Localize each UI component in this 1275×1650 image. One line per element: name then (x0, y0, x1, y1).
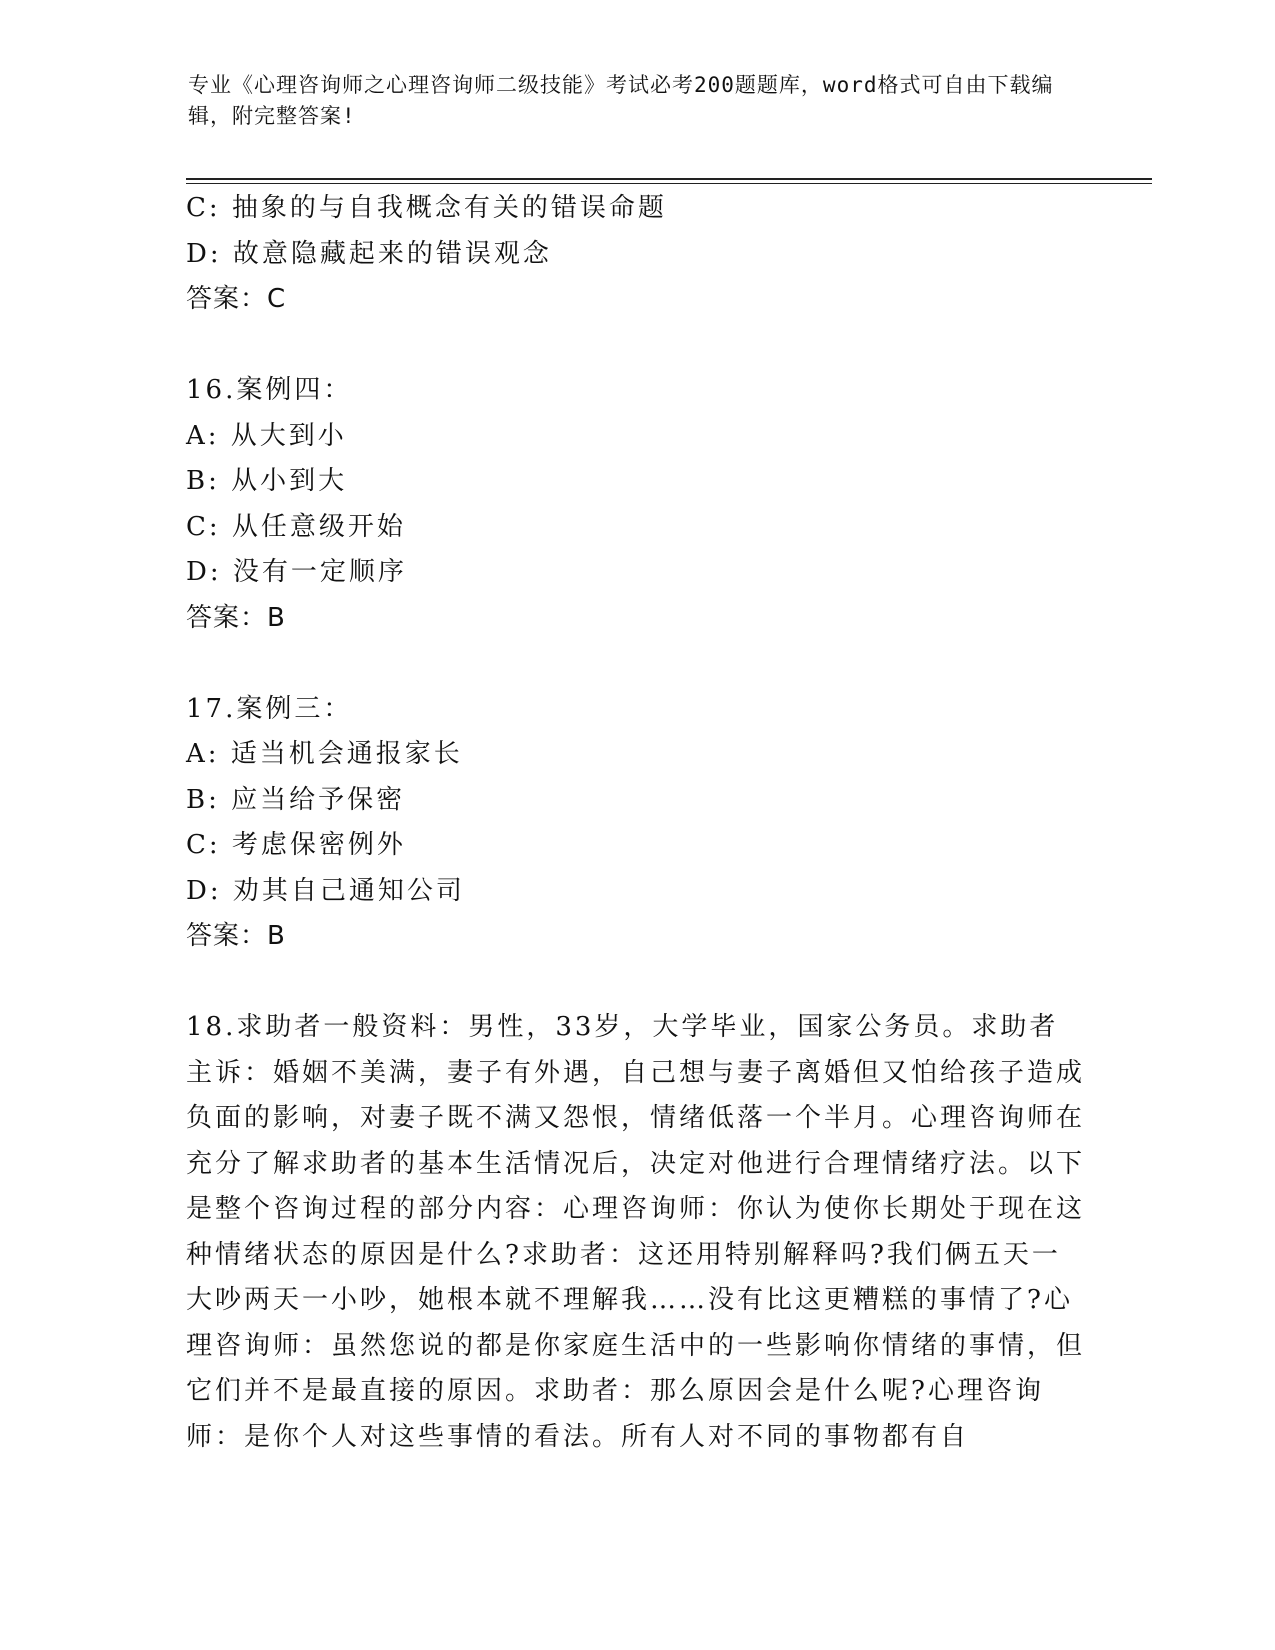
spacer (186, 323, 1086, 369)
q17-question: 17.案例三： (186, 693, 353, 724)
header-divider-thick (186, 178, 1152, 180)
spacer (186, 641, 1086, 687)
spacer (186, 960, 1086, 1006)
q15-option-c: C: 抽象的与自我概念有关的错误命题 (186, 193, 667, 223)
q17-option-b: B: 应当给予保密 (186, 784, 406, 815)
q15-answer: 答案：C (186, 284, 287, 314)
q16-option-c: C: 从任意级开始 (186, 511, 406, 542)
q16-option-a: A: 从大到小 (186, 420, 347, 451)
q17-option-a: A: 适当机会通报家长 (186, 739, 463, 769)
q18-question-text: 18.求助者一般资料：男性，33岁，大学毕业，国家公务员。求助者主诉：婚姻不美满，妻子有外遇，自己想与妻子离婚但又怕给孩子造成负面的影响，对妻子既不满又怨恨，情绪低落一个半月。心理咨询师在充分了解求助者的基本生活情况后，决定对他进行合理情绪疗法。以下是整个咨询过程的部分内容：心理咨询师：你认为使你长期处于现在这种情绪状态的原因是什么?求助者：这还用特别解释吗?我们俩五天一大吵两天一小吵，她根本就不理解我……没有比这更糟糕的事情了?心理咨询师：虽然您说的都是你家庭生活中的一些影响你情绪的事情，但它们并不是最直接的原因。求助者：那么原因会是什么呢?心理咨询师：是你个人对这些事情的看法。所有人对不同的事物都有自 (186, 1012, 1086, 1452)
q17-option-d: D: 劝其自己通知公司 (186, 875, 465, 906)
q16-option-b: B: 从小到大 (186, 466, 348, 496)
q16-question: 16.案例四： (186, 375, 353, 405)
q16-answer: 答案：B (186, 602, 286, 633)
q17-answer: 答案：B (186, 921, 286, 951)
header-divider-thin (186, 183, 1152, 184)
q17-option-c: C: 考虑保密例外 (186, 830, 406, 860)
q15-option-d: D: 故意隐藏起来的错误观念 (186, 238, 552, 269)
document-header: 专业《心理咨询师之心理咨询师二级技能》考试必考200题题库，word格式可自由下载编辑，附完整答案! (188, 73, 1054, 128)
question-content (186, 186, 1086, 1460)
q16-option-d: D: 没有一定顺序 (186, 557, 407, 587)
